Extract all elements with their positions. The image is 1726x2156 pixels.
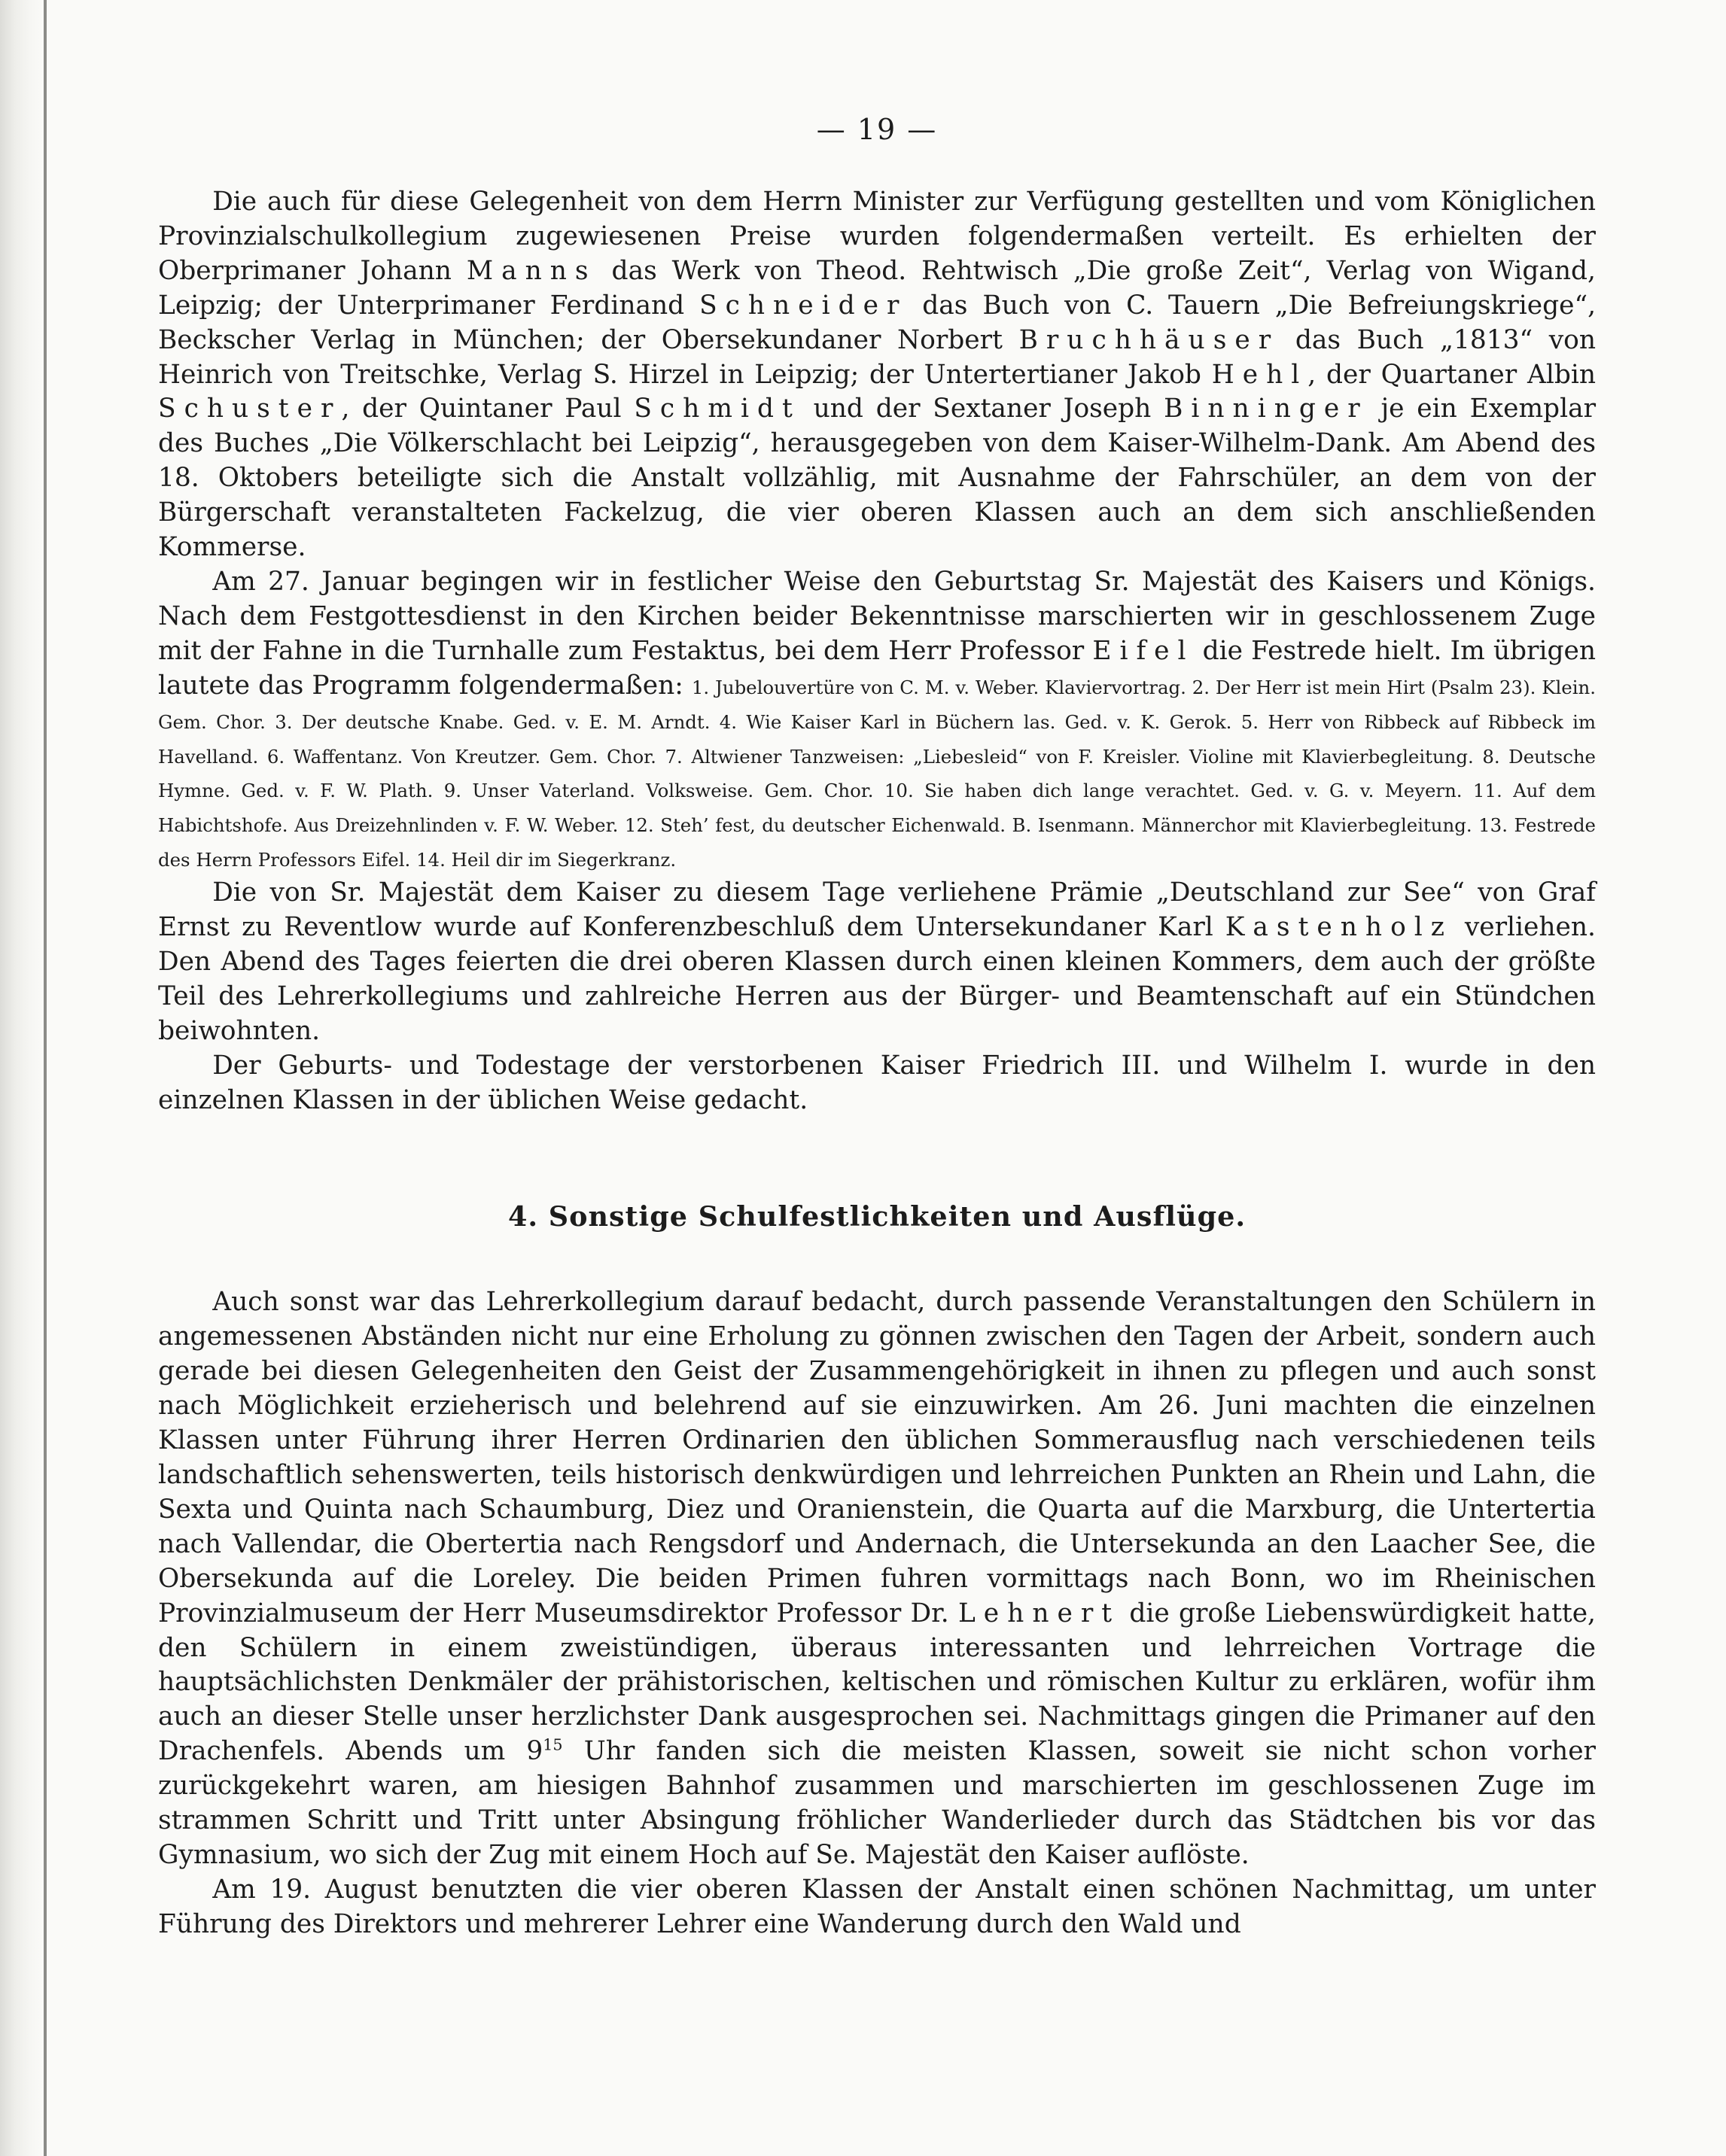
paragraph-august-hike: Am 19. August benutzten die vier oberen Klassen der Anstalt einen schönen Nachmittag, um unter Führung des Direktors und mehrerer Lehrer eine Wanderung durch den Wald und (158, 1874, 1596, 1939)
binding-line (44, 0, 47, 2156)
student-name: Schmidt (634, 394, 801, 424)
document-page (158, 113, 1596, 1942)
festival-program: 1. Jubelouvertüre von C. M. v. Weber. Klaviervortrag. 2. Der Herr ist mein Hirt (Psalm 23). Klein. Gem. Chor. 3. Der deutsche Knabe. Ged. v. E. M. Arndt. 4. Wie Kaiser Karl in Büchern las. Ged. v. K. Gerok. 5. Herr von Ribbeck auf Ribbeck im Havelland. 6. Waffentanz. Von Kreutzer. Gem. Chor. 7. Altwiener Tanzweisen: „Liebesleid“ von F. Kreisler. Violine mit Klavierbegleitung. 8. Deutsche Hymne. Ged. v. F. W. Plath. 9. Unser Vaterland. Volksweise. Gem. Chor. 10. Sie haben dich lange verachtet. Ged. v. G. v. Meyern. 11. Auf dem Habichtshofe. Aus Dreizehnlinden v. F. W. Weber. 12. Steh’ fest, du deutscher Eichenwald. B. Isenmann. Männerchor mit Klavierbegleitung. 13. Festrede des Herrn Professors Eifel. 14. Heil dir im Siegerkranz. (158, 676, 1596, 871)
student-name: Hehl (1211, 359, 1308, 390)
time-superscript: 15 (543, 1735, 563, 1754)
student-name: Manns (466, 255, 597, 286)
student-name: Schneider (699, 290, 908, 321)
student-name: Bruchhäuser (1018, 324, 1280, 355)
paragraph-kaisers-birthday: Am 27. Januar begingen wir in festlicher Weise den Geburtstag Sr. Majestät des Kaisers und Königs. Nach dem Festgottesdienst in den Kirchen beider Bekenntnisse marschierten wir in geschlossenem Zuge mit der Fahne in die Turnhalle zum Festaktus, bei dem Herr Professor Eifel die Festrede hielt. Im übrigen lautete das Programm folgendermaßen: 1. Jubelouvertüre von C. M. v. Weber. Klaviervortrag. 2. Der Herr ist mein Hirt (Psalm 23). Klein. Gem. Chor. 3. Der deutsche Knabe. Ged. v. E. M. Arndt. 4. Wie Kaiser Karl in Büchern las. Ged. v. K. Gerok. 5. Herr von Ribbeck auf Ribbeck im Havelland. 6. Waffentanz. Von Kreutzer. Gem. Chor. 7. Altwiener Tanzweisen: „Liebesleid“ von F. Kreisler. Violine mit Klavierbegleitung. 8. Deutsche Hymne. Ged. v. F. W. Plath. 9. Unser Vaterland. Volksweise. Gem. Chor. 10. Sie haben dich lange verachtet. Ged. v. G. v. Meyern. 11. Auf dem Habichtshofe. Aus Dreizehnlinden v. F. W. Weber. 12. Steh’ fest, du deutscher Eichenwald. B. Isenmann. Männerchor mit Klavierbegleitung. 13. Festrede des Herrn Professors Eifel. 14. Heil dir im Siegerkranz. (158, 566, 1596, 871)
student-name: Kastenholz (1225, 912, 1453, 943)
student-name: Schuster (158, 394, 342, 424)
section-heading: 4. Sonstige Schulfestlichkeiten und Ausflüge. (507, 1200, 1247, 1233)
binding-edge (0, 0, 44, 2156)
page-number: — 19 — (816, 113, 938, 146)
paragraph-premium-award: Die von Sr. Majestät dem Kaiser zu diesem Tage verliehene Prämie „Deutschland zur See“ von Graf Ernst zu Reventlow wurde auf Konferenzbeschluß dem Untersekundaner Karl Kastenholz verliehen. Den Abend des Tages feierten die drei oberen Klassen durch einen kleinen Kommers, dem auch der größte Teil des Lehrerkollegiums und zahlreiche Herren aus der Bürger- und Beamtenschaft auf ein Stündchen beiwohnten. (158, 877, 1596, 1046)
student-name: Binninger (1164, 394, 1368, 424)
teacher-name: Eifel (1092, 635, 1195, 666)
paragraph-memorial-days: Der Geburts- und Todestage der verstorbenen Kaiser Friedrich III. und Wilhelm I. wurde in den einzelnen Klassen in der üblichen Weise gedacht. (158, 1050, 1596, 1115)
paragraph-prizes: Die auch für diese Gelegenheit von dem Herrn Minister zur Verfügung gestellten und vom Königlichen Provinzialschulkollegium zugewiesenen Preise wurden folgendermaßen verteilt. Es erhielten der Oberprimaner Johann Manns das Werk von Theod. Rehtwisch „Die große Zeit“, Verlag von Wigand, Leipzig; der Unterprimaner Ferdinand Schneider das Buch von C. Tauern „Die Befreiungskriege“, Beckscher Verlag in München; der Obersekundaner Norbert Bruchhäuser das Buch „1813“ von Heinrich von Treitschke, Verlag S. Hirzel in Leipzig; der Untertertianer Jakob Hehl, der Quartaner Albin Schuster, der Quintaner Paul Schmidt und der Sextaner Joseph Binninger je ein Exemplar des Buches „Die Völkerschlacht bei Leipzig“, herausgegeben von dem Kaiser-Wilhelm-Dank. Am Abend des 18. Oktobers beteiligte sich die Anstalt vollzählig, mit Ausnahme der Fahrschüler, an dem von der Bürgerschaft veranstalteten Fackelzug, die vier oberen Klassen auch an dem sich anschließenden Kommerse. (158, 187, 1597, 563)
paragraph-excursions: Auch sonst war das Lehrerkollegium darauf bedacht, durch passende Veranstaltungen den Schülern in angemessenen Abständen nicht nur eine Erholung zu gönnen zwischen den Tagen der Arbeit, sondern auch gerade bei diesen Gelegenheiten den Geist der Zusammengehörigkeit in ihnen zu pflegen und auch sonst nach Möglichkeit erzieherisch und belehrend auf sie einzuwirken. Am 26. Juni machten die einzelnen Klassen unter Führung ihrer Herren Ordinarien den üblichen Sommerausflug nach verschiedenen teils landschaftlich sehenswerten, teils historisch denkwürdigen und lehrreichen Punkten an Rhein und Lahn, die Sexta und Quinta nach Schaumburg, Diez und Oranienstein, die Quarta auf die Marxburg, die Untertertia nach Vallendar, die Obertertia nach Rengsdorf und Andernach, die Untersekunda an den Laacher See, die Obersekunda auf die Loreley. Die beiden Primen fuhren vormittags nach Bonn, wo im Rheinischen Provinzialmuseum der Herr Museumsdirektor Professor Dr. Lehnert die große Liebenswürdigkeit hatte, den Schülern in einem zweistündigen, überaus interessanten und lehrreichen Vortrage die hauptsächlichsten Denkmäler der prähistorischen, keltischen und römischen Kultur zu erklären, wofür ihm auch an dieser Stelle unser herzlichster Dank ausgesprochen sei. Nachmittags gingen die Primaner auf den Drachenfels. Abends um $9^{15}$ Uhr fanden sich die meisten Klassen, soweit sie nicht schon vorher zurückgekehrt waren, am hiesigen Bahnhof zusammen und marschierten im geschlossenen Zuge im strammen Schritt und Tritt unter Absingung fröhlicher Wanderlieder durch das Städtchen bis vor das Gymnasium, wo sich der Zug mit einem Hoch auf Se. Majestät den Kaiser auflöste. (158, 1287, 1596, 1870)
museum-director-name: Lehnert (957, 1598, 1121, 1628)
